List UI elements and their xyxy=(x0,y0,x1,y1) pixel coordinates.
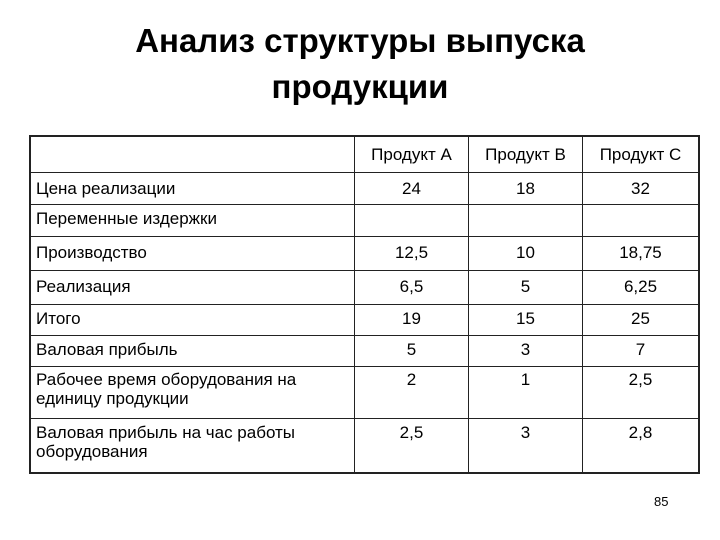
cell-product-b: 5 xyxy=(469,271,583,305)
cell-product-a: 2,5 xyxy=(355,419,469,473)
cell-product-a xyxy=(355,205,469,237)
table-row xyxy=(31,173,699,205)
header-product-a: Продукт А xyxy=(355,137,469,173)
table-row xyxy=(31,271,699,305)
table-row xyxy=(31,237,699,271)
cell-product-c: 2,8 xyxy=(583,419,699,473)
cell-product-c xyxy=(583,205,699,237)
cell-product-c: 6,25 xyxy=(583,271,699,305)
cell-product-a: 2 xyxy=(355,367,469,419)
cell-product-b: 1 xyxy=(469,367,583,419)
row-label: Валовая прибыль на час работы оборудования xyxy=(31,419,355,473)
row-label: Реализация xyxy=(31,271,355,305)
cell-product-a: 5 xyxy=(355,336,469,367)
cell-product-c: 32 xyxy=(583,173,699,205)
slide-title-line-1: Анализ структуры выпуска xyxy=(135,22,585,59)
row-label: Валовая прибыль xyxy=(31,336,355,367)
row-label: Цена реализации xyxy=(31,173,355,205)
cell-product-a: 19 xyxy=(355,305,469,336)
row-label: Переменные издержки xyxy=(31,205,355,237)
cell-product-c: 25 xyxy=(583,305,699,336)
slide-title xyxy=(0,18,720,110)
cell-product-b: 3 xyxy=(469,336,583,367)
cell-product-a: 12,5 xyxy=(355,237,469,271)
cell-product-c: 18,75 xyxy=(583,237,699,271)
page-number: 85 xyxy=(654,494,669,509)
header-product-b: Продукт В xyxy=(469,137,583,173)
table-row xyxy=(31,205,699,237)
cell-product-c: 2,5 xyxy=(583,367,699,419)
cell-product-a: 24 xyxy=(355,173,469,205)
cell-product-b: 18 xyxy=(469,173,583,205)
table-row xyxy=(31,419,699,473)
header-product-c: Продукт С xyxy=(583,137,699,173)
cell-product-b: 15 xyxy=(469,305,583,336)
row-label: Рабочее время оборудования на единицу продукции xyxy=(31,367,355,419)
row-label: Итого xyxy=(31,305,355,336)
table-row xyxy=(31,367,699,419)
cell-product-b: 3 xyxy=(469,419,583,473)
cell-product-b xyxy=(469,205,583,237)
product-structure-table xyxy=(30,136,699,473)
cell-product-c: 7 xyxy=(583,336,699,367)
header-corner-cell xyxy=(31,137,355,173)
table-header-row xyxy=(31,137,699,173)
cell-product-a: 6,5 xyxy=(355,271,469,305)
table-row xyxy=(31,305,699,336)
table-row xyxy=(31,336,699,367)
cell-product-b: 10 xyxy=(469,237,583,271)
slide-title-line-2: продукции xyxy=(271,68,449,105)
row-label: Производство xyxy=(31,237,355,271)
